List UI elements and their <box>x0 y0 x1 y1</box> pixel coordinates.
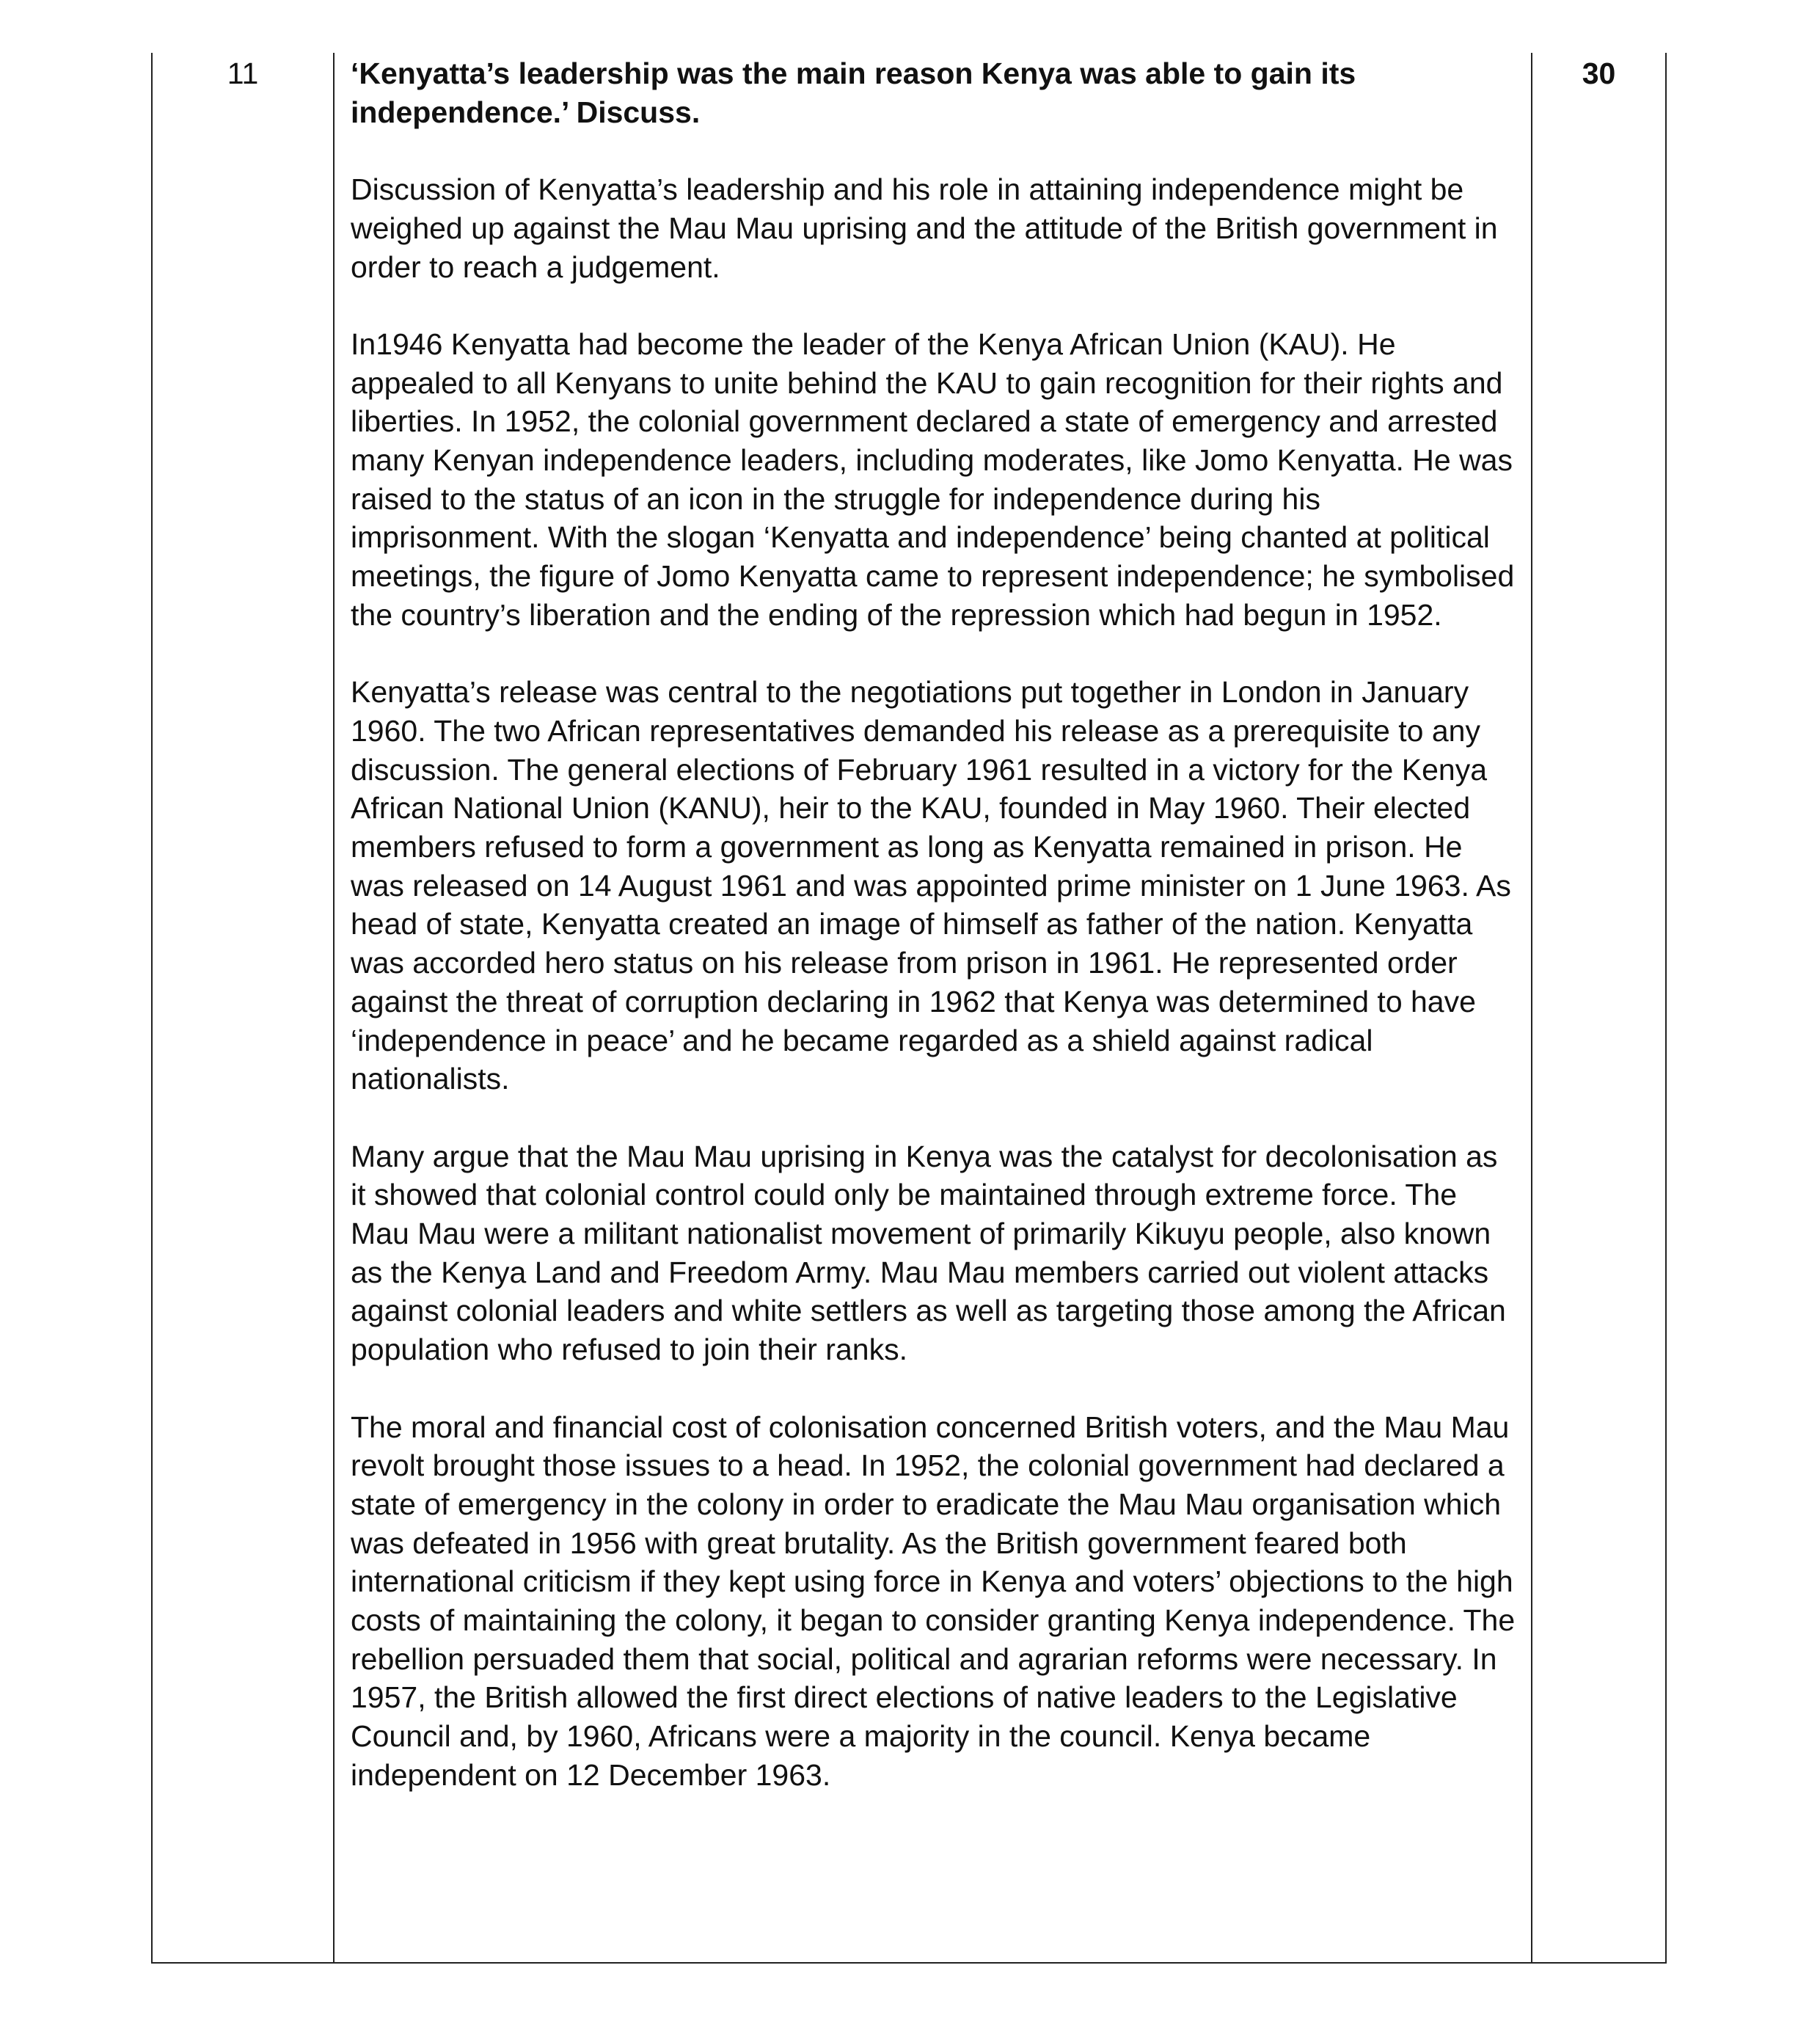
mark-scheme-table <box>151 53 1667 1964</box>
guidance-paragraph: The moral and financial cost of colonisation concerned British voters, and the Mau Mau revolt brought those issues to a head. In 1952, the colonial government had declared a state of emergency in the colony in order to eradicate the Mau Mau organisation which was defeated in 1956 with great brutality. As the British government feared both international criticism if they kept using force in Kenya and voters’ objections to the high costs of maintaining the colony, it began to consider granting Kenya independence. The rebellion persuaded them that social, political and agrarian reforms were necessary. In 1957, the British allowed the first direct elections of native leaders to the Legislative Council and, by 1960, Africans were a majority in the council. Kenya became independent on 12 December 1963. <box>351 1410 1516 1792</box>
guidance-paragraph: Kenyatta’s release was central to the negotiations put together in London in January 1960. The two African representatives demanded his release as a prerequisite to any discussion. The general elections of February 1961 resulted in a victory for the Kenya African National Union (KANU), heir to the KAU, founded in May 1960. Their elected members refused to form a government as long as Kenyatta remained in prison. He was released on 14 August 1961 and was appointed prime minister on 1 June 1963. As head of state, Kenyatta created an image of himself as father of the nation. Kenyatta was accorded hero status on his release from prison in 1961. He represented order against the threat of corruption declaring in 1962 that Kenya was determined to have ‘independence in peace’ and he became regarded as a shield against radical nationalists. <box>351 675 1511 1096</box>
guidance-paragraph: Discussion of Kenyatta’s leadership and his role in attaining independence might be weighed up against the Mau Mau uprising and the attitude of the British government in order to reach a judgement. <box>351 172 1498 284</box>
marks-value: 30 <box>1582 57 1616 90</box>
column-divider <box>1531 53 1532 1962</box>
question-text: ‘Kenyatta’s leadership was the main reason Kenya was able to gain its independence.’ Discuss. <box>351 57 1356 129</box>
answer-guidance <box>351 54 1517 1795</box>
question-number: 11 <box>227 57 259 90</box>
column-divider <box>333 53 335 1962</box>
guidance-paragraph: In1946 Kenyatta had become the leader of the Kenya African Union (KAU). He appealed to all Kenyans to unite behind the KAU to gain recognition for their rights and liberties. In 1952, the colonial government declared a state of emergency and arrested many Kenyan independence leaders, including moderates, like Jomo Kenyatta. He was raised to the status of an icon in the struggle for independence during his imprisonment. With the slogan ‘Kenyatta and independence’ being chanted at political meetings, the figure of Jomo Kenyatta came to represent independence; he symbolised the country’s liberation and the ending of the repression which had begun in 1952. <box>351 327 1515 632</box>
guidance-paragraph: Many argue that the Mau Mau uprising in Kenya was the catalyst for decolonisation as it showed that colonial control could only be maintained through extreme force. The Mau Mau were a militant nationalist movement of primarily Kikuyu people, also known as the Kenya Land and Freedom Army. Mau Mau members carried out violent attacks against colonial leaders and white settlers as well as targeting those among the African population who refused to join their ranks. <box>351 1139 1506 1367</box>
